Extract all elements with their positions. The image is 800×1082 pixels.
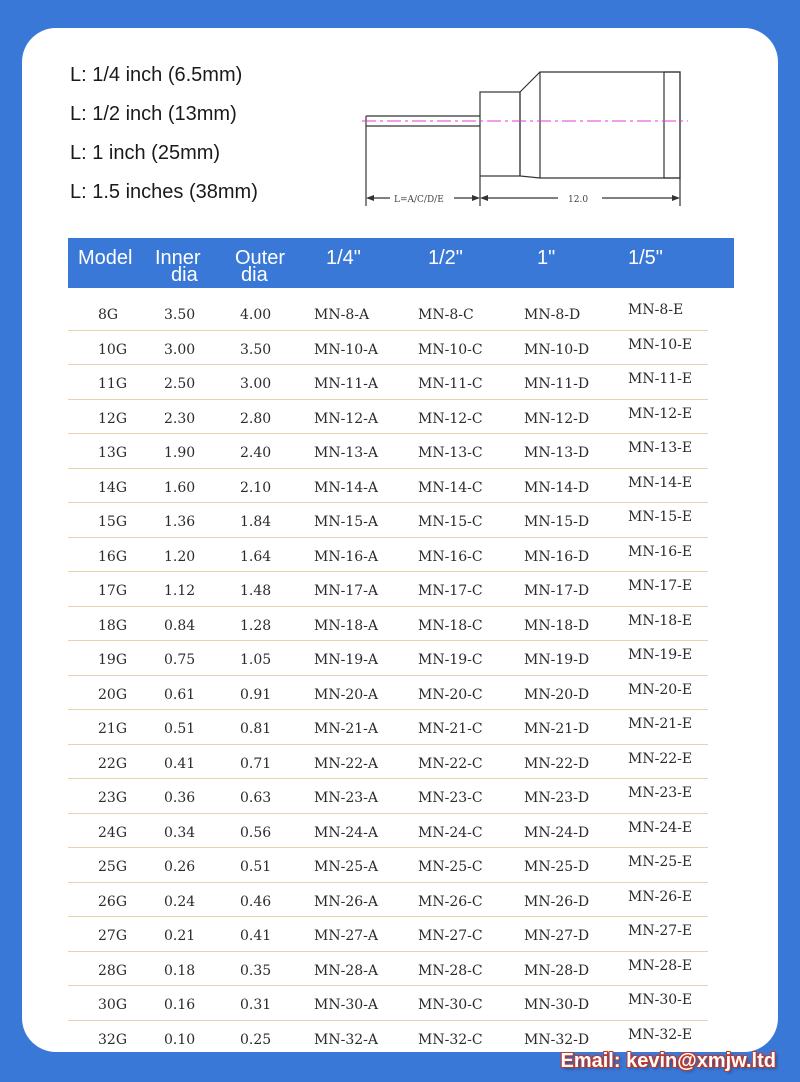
cell-outer-dia: 2.40 xyxy=(240,445,272,461)
cell-one-fifth-inch: MN-26-E xyxy=(628,888,693,905)
table-row xyxy=(68,503,708,538)
cell-quarter-inch: MN-22-A xyxy=(314,755,378,772)
cell-one-inch: MN-25-D xyxy=(524,859,590,875)
cell-inner-dia: 1.60 xyxy=(164,479,196,496)
cell-quarter-inch: MN-17-A xyxy=(314,583,378,599)
cell-half-inch: MN-16-C xyxy=(418,548,483,565)
header-one-inch: 1" xyxy=(537,247,556,269)
cell-outer-dia: 0.41 xyxy=(240,928,272,944)
cell-outer-dia: 3.00 xyxy=(240,376,272,392)
cell-quarter-inch: MN-11-A xyxy=(314,376,378,392)
cell-model: 17G xyxy=(98,583,127,599)
cell-half-inch: MN-11-C xyxy=(418,376,483,392)
cell-one-inch: MN-10-D xyxy=(524,341,590,358)
cell-inner-dia: 0.26 xyxy=(164,859,196,875)
cell-inner-dia: 2.50 xyxy=(164,376,196,392)
cell-half-inch: MN-17-C xyxy=(418,583,483,599)
cell-one-inch: MN-32-D xyxy=(524,1031,590,1048)
cell-quarter-inch: MN-18-A xyxy=(314,617,378,634)
header-inner-dia xyxy=(155,247,201,286)
cell-half-inch: MN-25-C xyxy=(418,859,483,875)
cell-model: 32G xyxy=(98,1031,127,1048)
cell-model: 28G xyxy=(98,962,127,979)
cell-one-fifth-inch: MN-14-E xyxy=(628,474,693,491)
cell-quarter-inch: MN-28-A xyxy=(314,962,378,979)
cell-one-fifth-inch: MN-19-E xyxy=(628,647,693,663)
cell-model: 26G xyxy=(98,893,127,910)
cell-quarter-inch: MN-21-A xyxy=(314,721,378,737)
table-row xyxy=(68,572,708,607)
length-option: L: 1/2 inch (13mm) xyxy=(70,103,237,125)
cell-one-fifth-inch: MN-17-E xyxy=(628,578,693,594)
cell-inner-dia: 0.24 xyxy=(164,893,196,910)
cell-one-inch: MN-26-D xyxy=(524,893,590,910)
cell-outer-dia: 1.05 xyxy=(240,652,272,668)
cell-quarter-inch: MN-23-A xyxy=(314,790,378,806)
cell-quarter-inch: MN-14-A xyxy=(314,479,378,496)
cell-inner-dia: 1.90 xyxy=(164,445,196,461)
header-half-inch: 1/2" xyxy=(428,247,463,269)
cell-one-fifth-inch: MN-15-E xyxy=(628,509,693,525)
cell-half-inch: MN-27-C xyxy=(418,928,483,944)
cell-one-inch: MN-24-D xyxy=(524,824,590,841)
cell-one-fifth-inch: MN-28-E xyxy=(628,957,693,974)
cell-model: 18G xyxy=(98,617,127,634)
table-row xyxy=(68,952,708,987)
cell-one-fifth-inch: MN-10-E xyxy=(628,336,693,353)
cell-outer-dia: 0.91 xyxy=(240,686,272,703)
cell-one-fifth-inch: MN-24-E xyxy=(628,819,693,836)
cell-one-inch: MN-21-D xyxy=(524,721,590,737)
table-row xyxy=(68,331,708,366)
table-row xyxy=(68,883,708,918)
table-header xyxy=(68,238,734,288)
cell-inner-dia: 0.75 xyxy=(164,652,196,668)
table-row xyxy=(68,710,708,745)
cell-outer-dia: 3.50 xyxy=(240,341,272,358)
cell-quarter-inch: MN-15-A xyxy=(314,514,378,530)
cell-quarter-inch: MN-20-A xyxy=(314,686,378,703)
cell-model: 24G xyxy=(98,824,127,841)
table-row xyxy=(68,814,708,849)
cell-inner-dia: 0.84 xyxy=(164,617,196,634)
table-row xyxy=(68,917,708,952)
cell-model: 30G xyxy=(98,997,127,1013)
cell-inner-dia: 1.36 xyxy=(164,514,196,530)
cell-half-inch: MN-19-C xyxy=(418,652,483,668)
length-option: L: 1/4 inch (6.5mm) xyxy=(70,64,243,86)
cell-one-inch: MN-16-D xyxy=(524,548,590,565)
cell-half-inch: MN-13-C xyxy=(418,445,483,461)
cell-model: 27G xyxy=(98,928,127,944)
cell-one-inch: MN-17-D xyxy=(524,583,590,599)
dimension-label-length: L=A/C/D/E xyxy=(394,195,444,205)
cell-quarter-inch: MN-32-A xyxy=(314,1031,378,1048)
cell-one-inch: MN-18-D xyxy=(524,617,590,634)
cell-inner-dia: 1.20 xyxy=(164,548,196,565)
table-row xyxy=(68,365,708,400)
cell-inner-dia: 0.36 xyxy=(164,790,196,806)
cell-half-inch: MN-15-C xyxy=(418,514,483,530)
cell-outer-dia: 2.80 xyxy=(240,410,272,427)
header-outer-dia xyxy=(235,247,286,286)
cell-one-inch: MN-15-D xyxy=(524,514,590,530)
cell-one-fifth-inch: MN-13-E xyxy=(628,440,693,456)
length-option: L: 1.5 inches (38mm) xyxy=(70,181,258,203)
cell-model: 10G xyxy=(98,341,127,358)
cell-model: 13G xyxy=(98,445,127,461)
length-option: L: 1 inch (25mm) xyxy=(70,142,221,164)
contact-email: Email: kevin@xmjw.ltd xyxy=(560,1050,776,1072)
cell-inner-dia: 0.16 xyxy=(164,997,196,1013)
cell-one-inch: MN-19-D xyxy=(524,652,590,668)
table-row xyxy=(68,400,708,435)
cell-quarter-inch: MN-30-A xyxy=(314,997,378,1013)
table-row xyxy=(68,469,708,504)
length-options-list xyxy=(70,62,258,218)
cell-outer-dia: 0.56 xyxy=(240,824,272,841)
header-model: Model xyxy=(78,247,133,269)
header-outer-line1: Outer xyxy=(235,247,286,269)
cell-quarter-inch: MN-25-A xyxy=(314,859,378,875)
cell-one-fifth-inch: MN-12-E xyxy=(628,405,693,422)
cell-outer-dia: 0.51 xyxy=(240,859,272,875)
cell-model: 12G xyxy=(98,410,127,427)
table-row xyxy=(68,538,708,573)
cell-half-inch: MN-14-C xyxy=(418,479,483,496)
cell-quarter-inch: MN-16-A xyxy=(314,548,378,565)
cell-one-inch: MN-8-D xyxy=(524,307,581,323)
spec-table-body xyxy=(68,296,708,1054)
cell-model: 21G xyxy=(98,721,127,737)
cell-inner-dia: 3.50 xyxy=(164,307,196,323)
cell-one-inch: MN-23-D xyxy=(524,790,590,806)
cell-one-fifth-inch: MN-30-E xyxy=(628,992,693,1008)
cell-one-fifth-inch: MN-23-E xyxy=(628,785,693,801)
header-one-fifth-inch: 1/5" xyxy=(628,247,663,269)
cell-quarter-inch: MN-13-A xyxy=(314,445,378,461)
cell-outer-dia: 4.00 xyxy=(240,307,272,323)
cell-outer-dia: 1.84 xyxy=(240,514,272,530)
cell-outer-dia: 0.46 xyxy=(240,893,272,910)
cell-one-inch: MN-14-D xyxy=(524,479,590,496)
cell-outer-dia: 1.28 xyxy=(240,617,272,634)
cell-model: 8G xyxy=(98,307,119,323)
cell-quarter-inch: MN-19-A xyxy=(314,652,378,668)
cell-one-fifth-inch: MN-22-E xyxy=(628,750,693,767)
cell-outer-dia: 2.10 xyxy=(240,479,272,496)
cell-one-fifth-inch: MN-16-E xyxy=(628,543,693,560)
cell-one-fifth-inch: MN-11-E xyxy=(628,371,693,387)
cell-half-inch: MN-32-C xyxy=(418,1031,483,1048)
cell-inner-dia: 0.41 xyxy=(164,755,196,772)
cell-one-inch: MN-20-D xyxy=(524,686,590,703)
table-row xyxy=(68,641,708,676)
cell-half-inch: MN-8-C xyxy=(418,307,474,323)
cell-inner-dia: 1.12 xyxy=(164,583,196,599)
cell-half-inch: MN-12-C xyxy=(418,410,483,427)
table-row xyxy=(68,296,708,331)
cell-inner-dia: 0.21 xyxy=(164,928,196,944)
cell-quarter-inch: MN-8-A xyxy=(314,307,370,323)
cell-outer-dia: 0.63 xyxy=(240,790,272,806)
header-inner-line1: Inner xyxy=(155,247,201,269)
cell-half-inch: MN-20-C xyxy=(418,686,483,703)
cell-quarter-inch: MN-26-A xyxy=(314,893,378,910)
cell-model: 11G xyxy=(98,376,127,392)
cell-inner-dia: 0.18 xyxy=(164,962,196,979)
cell-outer-dia: 1.64 xyxy=(240,548,272,565)
cell-model: 14G xyxy=(98,479,127,496)
cell-inner-dia: 0.34 xyxy=(164,824,196,841)
table-row xyxy=(68,779,708,814)
cell-one-inch: MN-12-D xyxy=(524,410,590,427)
cell-outer-dia: 0.71 xyxy=(240,755,272,772)
cell-one-fifth-inch: MN-27-E xyxy=(628,923,693,939)
cell-one-inch: MN-22-D xyxy=(524,755,590,772)
cell-half-inch: MN-24-C xyxy=(418,824,483,841)
cell-quarter-inch: MN-12-A xyxy=(314,410,378,427)
cell-quarter-inch: MN-10-A xyxy=(314,341,378,358)
cell-half-inch: MN-23-C xyxy=(418,790,483,806)
cell-one-inch: MN-30-D xyxy=(524,997,590,1013)
table-row xyxy=(68,607,708,642)
cell-model: 15G xyxy=(98,514,127,530)
cell-half-inch: MN-22-C xyxy=(418,755,483,772)
cell-model: 22G xyxy=(98,755,127,772)
cell-one-inch: MN-13-D xyxy=(524,445,590,461)
cell-one-inch: MN-28-D xyxy=(524,962,590,979)
cell-outer-dia: 0.35 xyxy=(240,962,272,979)
needle-diagram xyxy=(362,66,698,212)
cell-outer-dia: 0.31 xyxy=(240,997,272,1013)
cell-one-fifth-inch: MN-32-E xyxy=(628,1026,693,1043)
cell-model: 25G xyxy=(98,859,127,875)
cell-outer-dia: 0.81 xyxy=(240,721,272,737)
cell-outer-dia: 0.25 xyxy=(240,1031,272,1048)
cell-one-fifth-inch: MN-8-E xyxy=(628,302,684,318)
cell-half-inch: MN-26-C xyxy=(418,893,483,910)
table-row xyxy=(68,676,708,711)
cell-half-inch: MN-21-C xyxy=(418,721,483,737)
cell-one-inch: MN-11-D xyxy=(524,376,590,392)
table-row xyxy=(68,848,708,883)
table-row xyxy=(68,434,708,469)
dimension-label-hub: 12.0 xyxy=(568,195,589,205)
cell-model: 20G xyxy=(98,686,127,703)
cell-inner-dia: 0.51 xyxy=(164,721,196,737)
cell-one-fifth-inch: MN-20-E xyxy=(628,681,693,698)
cell-one-fifth-inch: MN-25-E xyxy=(628,854,693,870)
cell-model: 23G xyxy=(98,790,127,806)
cell-half-inch: MN-30-C xyxy=(418,997,483,1013)
cell-inner-dia: 3.00 xyxy=(164,341,196,358)
table-row xyxy=(68,745,708,780)
header-inner-line2: dia xyxy=(171,264,198,286)
header-quarter-inch: 1/4" xyxy=(326,247,361,269)
table-row xyxy=(68,986,708,1021)
cell-model: 16G xyxy=(98,548,127,565)
cell-quarter-inch: MN-27-A xyxy=(314,928,378,944)
header-outer-line2: dia xyxy=(241,264,268,286)
cell-one-fifth-inch: MN-18-E xyxy=(628,612,693,629)
cell-half-inch: MN-10-C xyxy=(418,341,483,358)
cell-half-inch: MN-28-C xyxy=(418,962,483,979)
cell-model: 19G xyxy=(98,652,127,668)
cell-inner-dia: 0.61 xyxy=(164,686,196,703)
cell-inner-dia: 0.10 xyxy=(164,1031,196,1048)
cell-half-inch: MN-18-C xyxy=(418,617,483,634)
cell-one-fifth-inch: MN-21-E xyxy=(628,716,693,732)
cell-inner-dia: 2.30 xyxy=(164,410,196,427)
cell-outer-dia: 1.48 xyxy=(240,583,272,599)
cell-one-inch: MN-27-D xyxy=(524,928,590,944)
cell-quarter-inch: MN-24-A xyxy=(314,824,378,841)
table-row xyxy=(68,1021,708,1055)
